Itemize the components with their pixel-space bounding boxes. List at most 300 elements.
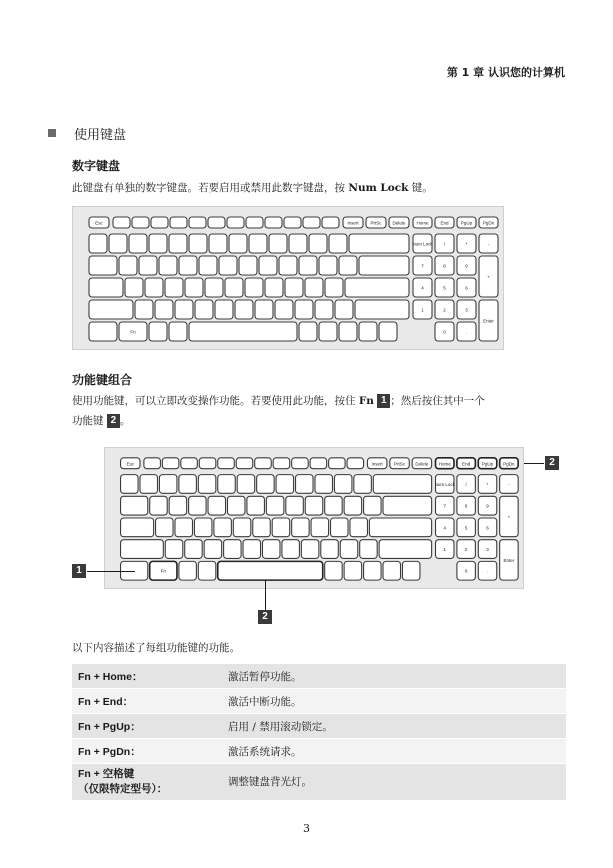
section-title: 使用键盘 [74, 128, 127, 143]
key-f7 [255, 458, 272, 469]
key-num-dot [478, 561, 496, 580]
svg-text:2: 2 [464, 547, 468, 553]
svg-text:2: 2 [443, 307, 446, 313]
key-r2-13 [383, 496, 432, 515]
key-r2-11 [319, 256, 337, 275]
key-f4 [199, 458, 216, 469]
key-right [379, 322, 397, 341]
callout-leader-bottom [265, 580, 266, 610]
hotkeys-line2-end: 。 [119, 415, 131, 427]
key-f11 [329, 458, 346, 469]
key-r4-11 [335, 300, 353, 319]
function-key-table [72, 664, 566, 801]
key-r1-3 [149, 234, 167, 253]
svg-text:+: + [487, 274, 490, 280]
key-r4-12 [379, 540, 431, 559]
key-num-7 [436, 496, 454, 515]
key-prtsc [390, 458, 409, 469]
key-r4-7 [282, 540, 299, 559]
hotkeys-line1-end: ；然后按住其中一个 [390, 395, 485, 407]
key-r2-4 [179, 256, 197, 275]
svg-text:.: . [465, 329, 468, 335]
key-num-minus [500, 475, 518, 494]
key-numlock [412, 234, 433, 253]
svg-text:Insert: Insert [347, 220, 359, 226]
key-r4-5 [243, 540, 260, 559]
key-end [457, 458, 475, 469]
svg-text:/: / [443, 241, 446, 247]
callout-2-right: 2 [545, 456, 559, 470]
svg-text:.: . [486, 568, 489, 574]
key-r1-8 [249, 234, 267, 253]
key-fn [150, 561, 177, 580]
table-row [72, 714, 566, 739]
key-r1-7 [257, 475, 274, 494]
key-alt [169, 322, 187, 341]
key-r2-5 [199, 256, 217, 275]
key-r4-0 [121, 540, 164, 559]
callout-leader-left [87, 571, 135, 572]
key-r4-2 [155, 300, 173, 319]
hotkeys-text-line1 [72, 391, 485, 411]
fn-combo-key: Fn + Home： [72, 664, 222, 689]
key-num-enter [500, 540, 518, 580]
svg-text:8: 8 [443, 263, 446, 269]
key-up-down [359, 322, 377, 341]
svg-text:PrtSc: PrtSc [370, 220, 382, 226]
key-r4-8 [301, 540, 318, 559]
key-num-2 [457, 540, 475, 559]
svg-text:/: / [465, 481, 467, 487]
hotkeys-line2-start: 功能键 [72, 415, 107, 427]
key-num-7 [413, 256, 432, 275]
key-r3-4 [214, 518, 231, 537]
page-number: 3 [303, 822, 310, 835]
key-f12 [322, 217, 339, 228]
key-r1-7 [229, 234, 247, 253]
key-r2-9 [305, 496, 322, 515]
hotkeys-line1-start: 使用功能键，可以立即改变操作功能。若要使用此功能，按住 [72, 395, 359, 407]
key-r4-11 [360, 540, 377, 559]
key-num-6 [457, 278, 476, 297]
svg-text:7: 7 [421, 263, 424, 269]
hotkeys-title: 功能键组合 [72, 373, 133, 387]
key-r2-5 [227, 496, 244, 515]
callout-1-inline: 1 [377, 394, 390, 408]
key-num-1 [413, 300, 432, 319]
svg-text:Delete: Delete [415, 461, 429, 467]
svg-text:PrtSc: PrtSc [394, 461, 406, 467]
table-row [72, 764, 566, 801]
key-r3-0 [89, 278, 123, 297]
key-r3-3 [194, 518, 211, 537]
svg-text:Num Lock: Num Lock [412, 241, 433, 247]
key-num-0 [435, 322, 454, 341]
key-r2-6 [247, 496, 264, 515]
key-r1-8 [276, 475, 293, 494]
key-r3-3 [165, 278, 183, 297]
key-r1-13 [373, 475, 431, 494]
svg-text:Insert: Insert [371, 461, 383, 467]
svg-text:PgDn: PgDn [503, 461, 515, 467]
key-home [413, 217, 432, 228]
key-r3-7 [245, 278, 263, 297]
key-left [364, 561, 381, 580]
key-r1-9 [296, 475, 313, 494]
svg-text:Enter: Enter [503, 557, 515, 563]
key-num-4 [436, 518, 454, 537]
hotkeys-text-line2 [72, 411, 130, 431]
key-f3 [181, 458, 198, 469]
key-ctrl [89, 322, 117, 341]
key-f2 [162, 458, 179, 469]
key-r3-11 [350, 518, 367, 537]
key-r4-9 [295, 300, 313, 319]
key-r4-7 [255, 300, 273, 319]
key-f9 [265, 217, 282, 228]
key-r2-11 [344, 496, 361, 515]
keyboard-diagram-numeric [72, 206, 504, 350]
key-r2-8 [259, 256, 277, 275]
key-r1-2 [159, 475, 176, 494]
table-row [72, 689, 566, 714]
key-r2-13 [359, 256, 409, 275]
key-num-6 [478, 518, 496, 537]
section-bullet [48, 129, 56, 137]
key-f10 [310, 458, 327, 469]
svg-text:3: 3 [465, 307, 468, 313]
svg-text:6: 6 [486, 525, 489, 531]
key-r4-1 [165, 540, 182, 559]
key-r1-0 [89, 234, 107, 253]
key-esc [121, 458, 140, 469]
key-num-8 [457, 496, 475, 515]
key-r4-4 [195, 300, 213, 319]
key-r2-1 [150, 496, 167, 515]
key-num-3 [457, 300, 476, 319]
svg-text:Home: Home [438, 461, 451, 467]
fn-space-key: Fn + 空格键 [78, 768, 135, 780]
svg-text:Enter: Enter [483, 318, 494, 324]
svg-text:0: 0 [464, 568, 468, 574]
key-r2-12 [339, 256, 357, 275]
key-r1-2 [129, 234, 147, 253]
key-insert [367, 458, 386, 469]
fn-key-name: Fn [358, 395, 374, 407]
key-r4-3 [175, 300, 193, 319]
key-num-plus [479, 256, 498, 297]
key-r2-2 [169, 496, 186, 515]
key-num-plus [500, 496, 518, 536]
svg-text:4: 4 [443, 525, 447, 531]
key-left [339, 322, 357, 341]
numeric-keypad-text [72, 178, 433, 198]
key-num-9 [478, 496, 496, 515]
svg-text:PgUp: PgUp [481, 461, 494, 467]
key-r4-2 [185, 540, 202, 559]
key-right [402, 561, 419, 580]
key-f12 [347, 458, 364, 469]
key-alt [198, 561, 215, 580]
key-r2-3 [159, 256, 177, 275]
numeric-keypad-title: 数字键盘 [72, 159, 121, 173]
key-numlock [435, 475, 456, 494]
key-r4-10 [340, 540, 357, 559]
key-r3-5 [205, 278, 223, 297]
svg-text:0: 0 [443, 329, 446, 335]
callout-2-inline: 2 [107, 414, 120, 428]
key-r3-6 [253, 518, 270, 537]
key-r3-1 [156, 518, 173, 537]
key-f6 [236, 458, 253, 469]
key-r1-3 [179, 475, 196, 494]
key-r4-10 [315, 300, 333, 319]
key-num-8 [435, 256, 454, 275]
svg-text:End: End [440, 220, 449, 226]
key-r3-4 [185, 278, 203, 297]
key-r4-3 [204, 540, 221, 559]
fn-combo-key: Fn + End： [72, 689, 222, 714]
svg-text:Delete: Delete [392, 220, 406, 226]
keypad-text-end: 键。 [408, 182, 433, 194]
key-r2-0 [89, 256, 117, 275]
key-num-slash [457, 475, 475, 494]
key-r2-12 [364, 496, 381, 515]
callout-leader-right [524, 463, 544, 464]
svg-text:3: 3 [486, 547, 489, 553]
svg-text:6: 6 [465, 285, 468, 291]
key-num-slash [435, 234, 454, 253]
key-f9 [292, 458, 309, 469]
fn-combo-key [72, 764, 222, 801]
key-pgup [457, 217, 476, 228]
key-f2 [132, 217, 149, 228]
key-r4-5 [215, 300, 233, 319]
fn-combo-desc: 激活系统请求。 [222, 739, 566, 764]
key-r4-6 [262, 540, 279, 559]
key-space [189, 322, 297, 341]
svg-text:*: * [465, 241, 468, 247]
key-r3-12 [369, 518, 431, 537]
key-r2-3 [189, 496, 206, 515]
numlock-key-name: Num Lock [348, 182, 409, 194]
key-num-star [478, 475, 496, 494]
key-num-3 [478, 540, 496, 559]
fn-combo-desc: 激活暂停功能。 [222, 664, 566, 689]
key-r1-13 [349, 234, 409, 253]
key-r2-8 [286, 496, 303, 515]
fn-combo-desc: 激活中断功能。 [222, 689, 566, 714]
svg-text:8: 8 [464, 503, 468, 509]
key-altgr [325, 561, 342, 580]
key-r3-2 [145, 278, 163, 297]
svg-text:Home: Home [416, 220, 429, 226]
key-r3-12 [345, 278, 409, 297]
key-r4-8 [275, 300, 293, 319]
key-f3 [151, 217, 168, 228]
key-num-4 [413, 278, 432, 297]
key-num-enter [479, 300, 498, 341]
key-r1-10 [289, 234, 307, 253]
key-f7 [227, 217, 244, 228]
key-pgup [478, 458, 496, 469]
svg-text:PgDn: PgDn [482, 220, 495, 226]
svg-text:5: 5 [464, 525, 468, 531]
svg-text:-: - [487, 241, 490, 247]
key-r3-9 [285, 278, 303, 297]
key-r4-0 [89, 300, 133, 319]
svg-text:7: 7 [443, 503, 447, 509]
key-f10 [284, 217, 301, 228]
key-r3-10 [331, 518, 348, 537]
key-r2-7 [239, 256, 257, 275]
key-r4-6 [235, 300, 253, 319]
key-prtsc [366, 217, 386, 228]
key-num-9 [457, 256, 476, 275]
key-ctrl-right [319, 322, 337, 341]
key-r2-10 [325, 496, 342, 515]
key-insert [343, 217, 363, 228]
svg-text:Esc: Esc [95, 220, 103, 226]
key-r1-12 [329, 234, 347, 253]
key-home [436, 458, 454, 469]
key-f11 [303, 217, 320, 228]
key-r3-6 [225, 278, 243, 297]
key-r1-11 [334, 475, 351, 494]
key-r1-12 [354, 475, 371, 494]
key-r4-1 [135, 300, 153, 319]
key-r1-10 [315, 475, 332, 494]
key-f6 [208, 217, 225, 228]
keyboard-illustration-hotkeys [105, 448, 523, 588]
fn-combo-desc: 调整键盘背光灯。 [222, 764, 566, 801]
key-r1-4 [169, 234, 187, 253]
key-r1-11 [309, 234, 327, 253]
key-r1-1 [140, 475, 157, 494]
key-r3-7 [272, 518, 289, 537]
svg-text:-: - [508, 481, 510, 487]
key-num-5 [457, 518, 475, 537]
key-r2-0 [121, 496, 148, 515]
key-altgr [299, 322, 317, 341]
key-f1 [113, 217, 130, 228]
key-r3-8 [265, 278, 283, 297]
key-num-1 [436, 540, 454, 559]
key-r2-6 [219, 256, 237, 275]
fn-combo-key: Fn + PgDn： [72, 739, 222, 764]
key-delete [389, 217, 409, 228]
key-num-minus [479, 234, 498, 253]
key-r1-1 [109, 234, 127, 253]
key-r1-5 [218, 475, 235, 494]
key-r2-10 [299, 256, 317, 275]
key-f5 [218, 458, 235, 469]
callout-1-left: 1 [72, 564, 86, 578]
key-pgdn [479, 217, 498, 228]
key-r2-2 [139, 256, 157, 275]
key-r1-0 [121, 475, 138, 494]
key-r2-1 [119, 256, 137, 275]
key-r3-1 [125, 278, 143, 297]
key-win [179, 561, 196, 580]
svg-text:Fn: Fn [130, 329, 136, 335]
key-r2-7 [266, 496, 283, 515]
key-num-dot [457, 322, 476, 341]
key-esc [89, 217, 109, 228]
key-win [149, 322, 167, 341]
key-r1-6 [237, 475, 254, 494]
table-intro: 以下内容描述了每组功能键的功能。 [72, 642, 240, 654]
svg-text:Esc: Esc [126, 461, 135, 467]
key-r4-4 [224, 540, 241, 559]
fn-space-key-note: （仅限特定型号）： [78, 783, 168, 795]
chapter-header: 第 1 章 认识您的计算机 [446, 66, 565, 79]
key-f1 [144, 458, 161, 469]
key-r3-0 [121, 518, 154, 537]
key-space [218, 561, 323, 580]
svg-text:1: 1 [443, 547, 447, 553]
key-r1-9 [269, 234, 287, 253]
key-f4 [170, 217, 187, 228]
svg-text:9: 9 [486, 503, 489, 509]
fn-combo-desc: 启用 / 禁用滚动锁定。 [222, 714, 566, 739]
key-end [435, 217, 454, 228]
key-r3-9 [311, 518, 328, 537]
key-r3-2 [175, 518, 192, 537]
key-num-star [457, 234, 476, 253]
keyboard-illustration [73, 207, 503, 349]
keyboard-diagram-hotkeys [104, 447, 524, 589]
key-ctrl-right [344, 561, 361, 580]
svg-text:5: 5 [443, 285, 446, 291]
key-r1-5 [189, 234, 207, 253]
key-fn [119, 322, 147, 341]
svg-text:4: 4 [421, 285, 424, 291]
key-num-0 [457, 561, 475, 580]
fn-combo-key: Fn + PgUp： [72, 714, 222, 739]
table-row [72, 664, 566, 689]
key-r4-9 [321, 540, 338, 559]
key-r3-8 [292, 518, 309, 537]
key-r1-4 [198, 475, 215, 494]
svg-text:Num Lock: Num Lock [434, 481, 455, 487]
key-r3-10 [305, 278, 323, 297]
key-r3-11 [325, 278, 343, 297]
key-f8 [273, 458, 290, 469]
key-f5 [189, 217, 206, 228]
key-r4-12 [355, 300, 409, 319]
svg-text:End: End [462, 461, 471, 467]
key-up-down [383, 561, 400, 580]
key-f8 [246, 217, 263, 228]
svg-text:Fn: Fn [160, 568, 166, 574]
key-delete [412, 458, 431, 469]
key-r2-9 [279, 256, 297, 275]
svg-text:PgUp: PgUp [460, 220, 473, 226]
key-r3-5 [233, 518, 250, 537]
keypad-text-start: 此键盘有单独的数字键盘。若要启用或禁用此数字键盘，按 [72, 182, 349, 194]
key-r1-6 [209, 234, 227, 253]
key-num-2 [435, 300, 454, 319]
svg-text:1: 1 [421, 307, 424, 313]
key-pgdn [500, 458, 518, 469]
key-num-5 [435, 278, 454, 297]
svg-text:9: 9 [465, 263, 468, 269]
table-row [72, 739, 566, 764]
key-r2-4 [208, 496, 225, 515]
svg-text:*: * [486, 481, 489, 487]
callout-2-bottom: 2 [258, 610, 272, 624]
